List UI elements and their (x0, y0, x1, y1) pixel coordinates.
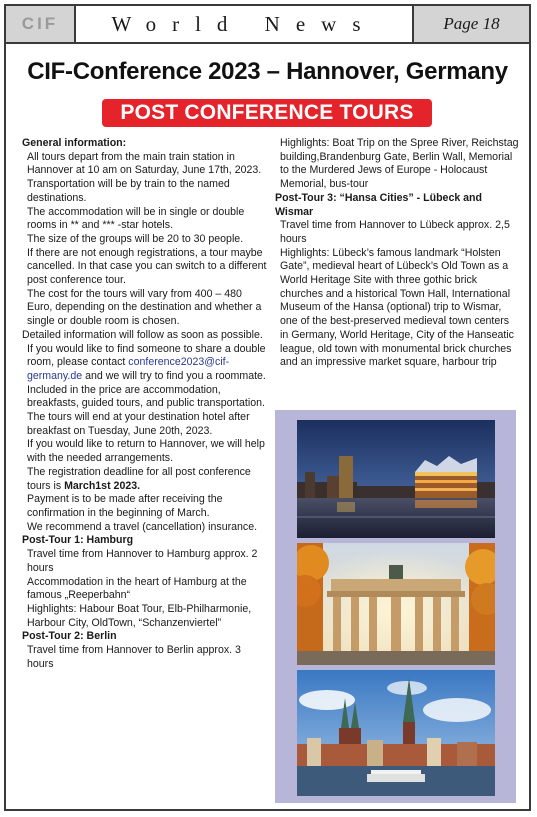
org-label: CIF (6, 6, 76, 42)
newsletter-page (4, 4, 531, 811)
paragraph: The size of the groups will be 20 to 30 people. (27, 232, 244, 245)
left-column (22, 137, 267, 671)
paragraph: Detailed information will follow as soon as possible. (22, 328, 263, 341)
hamburg-elbphilharmonie-photo (297, 420, 495, 538)
paragraph: If you would like to return to Hannover, we will help with the needed arrangements. (27, 438, 265, 465)
brandenburg-gate-photo (297, 543, 495, 665)
paragraph: Highlights: Boat Trip on the Spree River, Reichstag building,Brandenburg Gate, Berlin Wall, Memorial to the Murdered Jews of Europe - Holocaust Memorial, bus-tour (280, 137, 519, 191)
paragraph: The registration deadline for all post conference tours is March1st 2023. (27, 465, 251, 492)
section-heading: Post-Tour 1: Hamburg (22, 534, 134, 547)
paragraph: Travel time from Hannover to Lübeck approx. 2,5 hours (280, 219, 510, 245)
paragraph: The accommodation will be in single or double rooms in ** and *** -star hotels. (27, 205, 245, 232)
paragraph: Included in the price are accommodation, breakfasts, guided tours, and public transportation. (27, 383, 265, 410)
section-heading: General information: (22, 137, 127, 149)
page-header (6, 6, 529, 44)
paragraph: Travel time from Hannover to Berlin approx. 3 hours (27, 644, 241, 670)
paragraph: The tours will end at your destination hotel after breakfast on Tuesday, June 20th, 2023. (27, 411, 250, 437)
right-column (275, 137, 519, 370)
luebeck-old-town-photo (297, 670, 495, 796)
section-heading: Post-Tour 2: Berlin (22, 630, 117, 643)
page-number: Page 18 (412, 6, 529, 42)
paragraph: Highlights: Habour Boat Tour, Elb-Philharmonie, Harbour City, OldTown, “Schanzenviertel” (27, 602, 252, 629)
paragraph: Accommodation in the heart of Hamburg at the famous „Reeperbahn“ (27, 575, 247, 602)
contact-email-link[interactable]: conference2023@cif-germany.de (27, 356, 230, 382)
paragraph: All tours depart from the main train station in Hannover at 10 am on Saturday, June 17th, 2023. (27, 150, 262, 177)
deadline-date: March1st 2023. (64, 479, 141, 492)
section-heading: Post-Tour 3: “Hansa Cities” - Lübeck and Wismar (275, 191, 483, 218)
paragraph: The cost for the tours will vary from 400 – 480 Euro, depending on the destination and whether a single or double room is chosen. (27, 287, 262, 328)
paragraph: Highlights: Lübeck’s famous landmark “Holsten Gate”, medieval heart of Lübeck’s Old Town as a World Heritage Site with three gothic brick churches and a historical Town Hall, International Museum of the Hansa (optional) trip to Wismar, one of the best-preserved medieval town centers in Germany, World Heritage, City of the Hanseatic league, old town with monumental brick churches and an impressive market square, harbour trip (280, 246, 514, 369)
paragraph: If there are not enough registrations, a tour maybe cancelled. In that case you can switch to a different post conference tour. (27, 246, 267, 287)
paragraph: Payment is to be made after receiving the confirmation in the beginning of March. (27, 493, 223, 519)
paragraph: Travel time from Hannover to Hamburg approx. 2 hours (27, 548, 258, 574)
tours-banner: POST CONFERENCE TOURS (102, 99, 432, 127)
paragraph: If you would like to find someone to share a double room, please contact conference2023@cif-germany.de and we will try to find you a roommate. (27, 342, 266, 382)
article-title: CIF-Conference 2023 – Hannover, Germany (27, 58, 508, 85)
section-label: World News (111, 11, 377, 36)
photo-panel (275, 410, 516, 803)
paragraph: We recommend a travel (cancellation) insurance. (27, 520, 258, 533)
paragraph: Transportation will be by train to the named destinations. (27, 178, 230, 204)
